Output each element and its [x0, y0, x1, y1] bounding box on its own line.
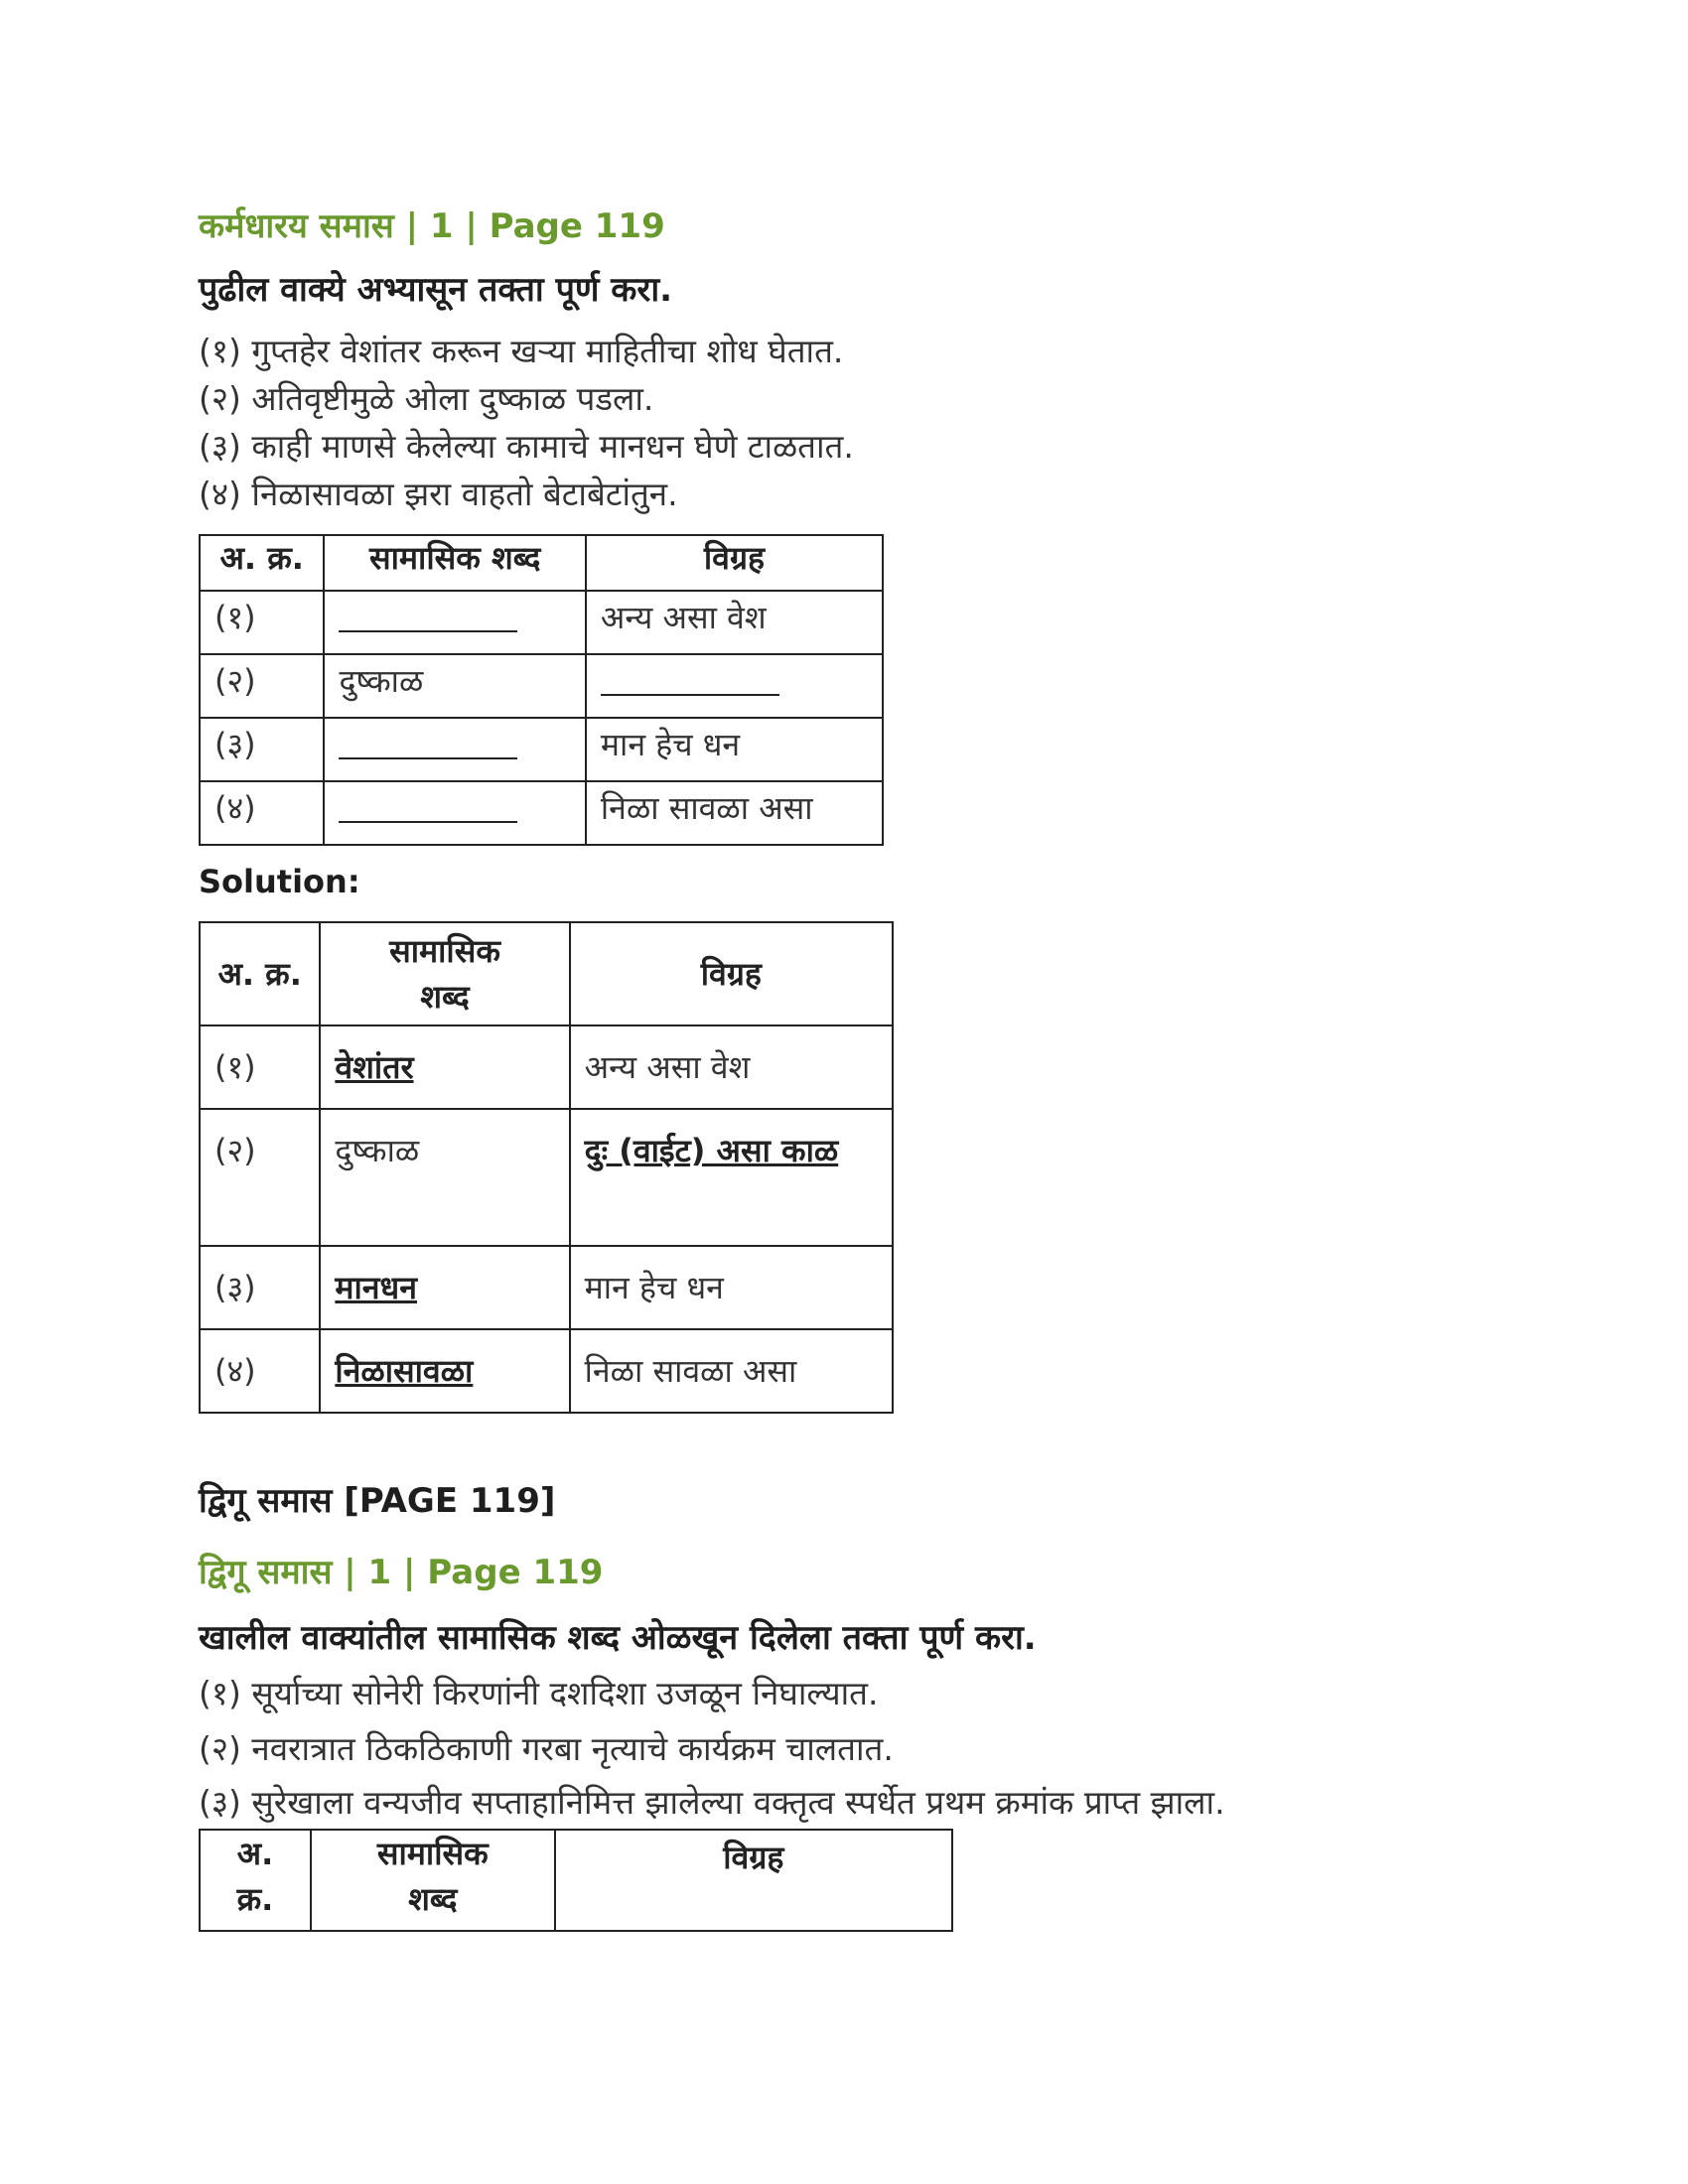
answer-word: निळासावळा — [335, 1352, 474, 1390]
table-row — [200, 591, 883, 654]
sentence-list — [199, 328, 1489, 518]
sentence: (४) निळासावळा झरा वाहतो बेटाबेटांतुन. — [199, 475, 678, 513]
table-row — [200, 1025, 893, 1109]
sentence: (३) काही माणसे केलेल्या कामाचे मानधन घेणे टाळतात. — [199, 427, 854, 466]
question-heading: खालील वाक्यांतील सामासिक शब्द ओळखून दिलेला तक्ता पूर्ण करा. — [199, 1618, 1037, 1658]
section-heading-dvigu: द्विगू समास [PAGE 119] — [199, 1481, 556, 1521]
table-header-row — [200, 1830, 952, 1931]
cell-serial: (२) — [200, 1109, 320, 1246]
cell-word — [320, 1246, 569, 1329]
blank-line — [339, 791, 517, 823]
sentence: (१) गुप्तहेर वेशांतर करून खऱ्या माहितीचा शोध घेतात. — [199, 332, 844, 370]
cell-word: दुष्काळ — [324, 654, 585, 718]
blank-line — [601, 664, 779, 696]
column-header-word: सामासिक शब्द — [311, 1830, 555, 1931]
cell-word — [320, 1025, 569, 1109]
cell-vigraha: निळा सावळा असा — [586, 781, 883, 845]
table-header-row — [200, 535, 883, 591]
column-header-vigraha: विग्रह — [570, 922, 893, 1025]
sentence: (२) नवरात्रात ठिकठिकाणी गरबा नृत्याचे कार्यक्रम चालतात. — [199, 1729, 894, 1768]
blank-line — [339, 601, 517, 632]
cell-serial: (४) — [200, 1329, 320, 1413]
sentence: (१) सूर्याच्या सोनेरी किरणांनी दशदिशा उजळून निघाल्यात. — [199, 1674, 879, 1712]
cell-word: दुष्काळ — [320, 1109, 569, 1246]
column-header-serial: अ. क्र. — [200, 535, 324, 591]
solution-label: Solution: — [199, 863, 360, 900]
exercise-table — [199, 534, 884, 846]
cell-vigraha: मान हेच धन — [570, 1246, 893, 1329]
answer-vigraha: दुः (वाईट) असा काळ — [584, 1132, 839, 1169]
cell-serial: (२) — [200, 654, 324, 718]
cell-vigraha: अन्य असा वेश — [570, 1025, 893, 1109]
cell-word — [320, 1329, 569, 1413]
column-header-word: सामासिक शब्द — [324, 535, 585, 591]
column-header-serial: अ. क्र. — [200, 1830, 311, 1931]
cell-vigraha-blank — [586, 654, 883, 718]
table-row — [200, 1246, 893, 1329]
table-row — [200, 718, 883, 781]
column-header-vigraha: विग्रह — [586, 535, 883, 591]
cell-word-blank — [324, 718, 585, 781]
sentence: (३) सुरेखाला वन्यजीव सप्ताहानिमित्त झालेल्या वक्तृत्व स्पर्धेत प्रथम क्रमांक प्राप्त झाला. — [199, 1783, 1225, 1822]
cell-vigraha: अन्य असा वेश — [586, 591, 883, 654]
blank-line — [339, 728, 517, 759]
cell-serial: (३) — [200, 1246, 320, 1329]
cell-vigraha: निळा सावळा असा — [570, 1329, 893, 1413]
cell-serial: (१) — [200, 591, 324, 654]
cell-word-blank — [324, 781, 585, 845]
table-row — [200, 781, 883, 845]
cell-serial: (४) — [200, 781, 324, 845]
cell-word-blank — [324, 591, 585, 654]
column-header-vigraha: विग्रह — [555, 1830, 952, 1931]
document-page — [199, 199, 1489, 1932]
section-title-dvigu: द्विगू समास | 1 | Page 119 — [199, 1553, 604, 1592]
sentence: (२) अतिवृष्टीमुळे ओला दुष्काळ पडला. — [199, 379, 654, 418]
question-heading: पुढील वाक्ये अभ्यासून तक्ता पूर्ण करा. — [199, 270, 673, 310]
cell-vigraha — [570, 1109, 893, 1246]
cell-vigraha: मान हेच धन — [586, 718, 883, 781]
table-header-row — [200, 922, 893, 1025]
solution-table — [199, 921, 894, 1414]
exercise-table — [199, 1829, 953, 1932]
section-title-karmadharay: कर्मधारय समास | 1 | Page 119 — [199, 206, 665, 246]
sentence-list — [199, 1666, 1489, 1829]
answer-word: वेशांतर — [335, 1048, 414, 1086]
answer-word: मानधन — [335, 1269, 417, 1306]
cell-serial: (१) — [200, 1025, 320, 1109]
table-row — [200, 654, 883, 718]
table-row — [200, 1109, 893, 1246]
column-header-word: सामासिक शब्द — [320, 922, 569, 1025]
column-header-serial: अ. क्र. — [200, 922, 320, 1025]
table-row — [200, 1329, 893, 1413]
cell-serial: (३) — [200, 718, 324, 781]
